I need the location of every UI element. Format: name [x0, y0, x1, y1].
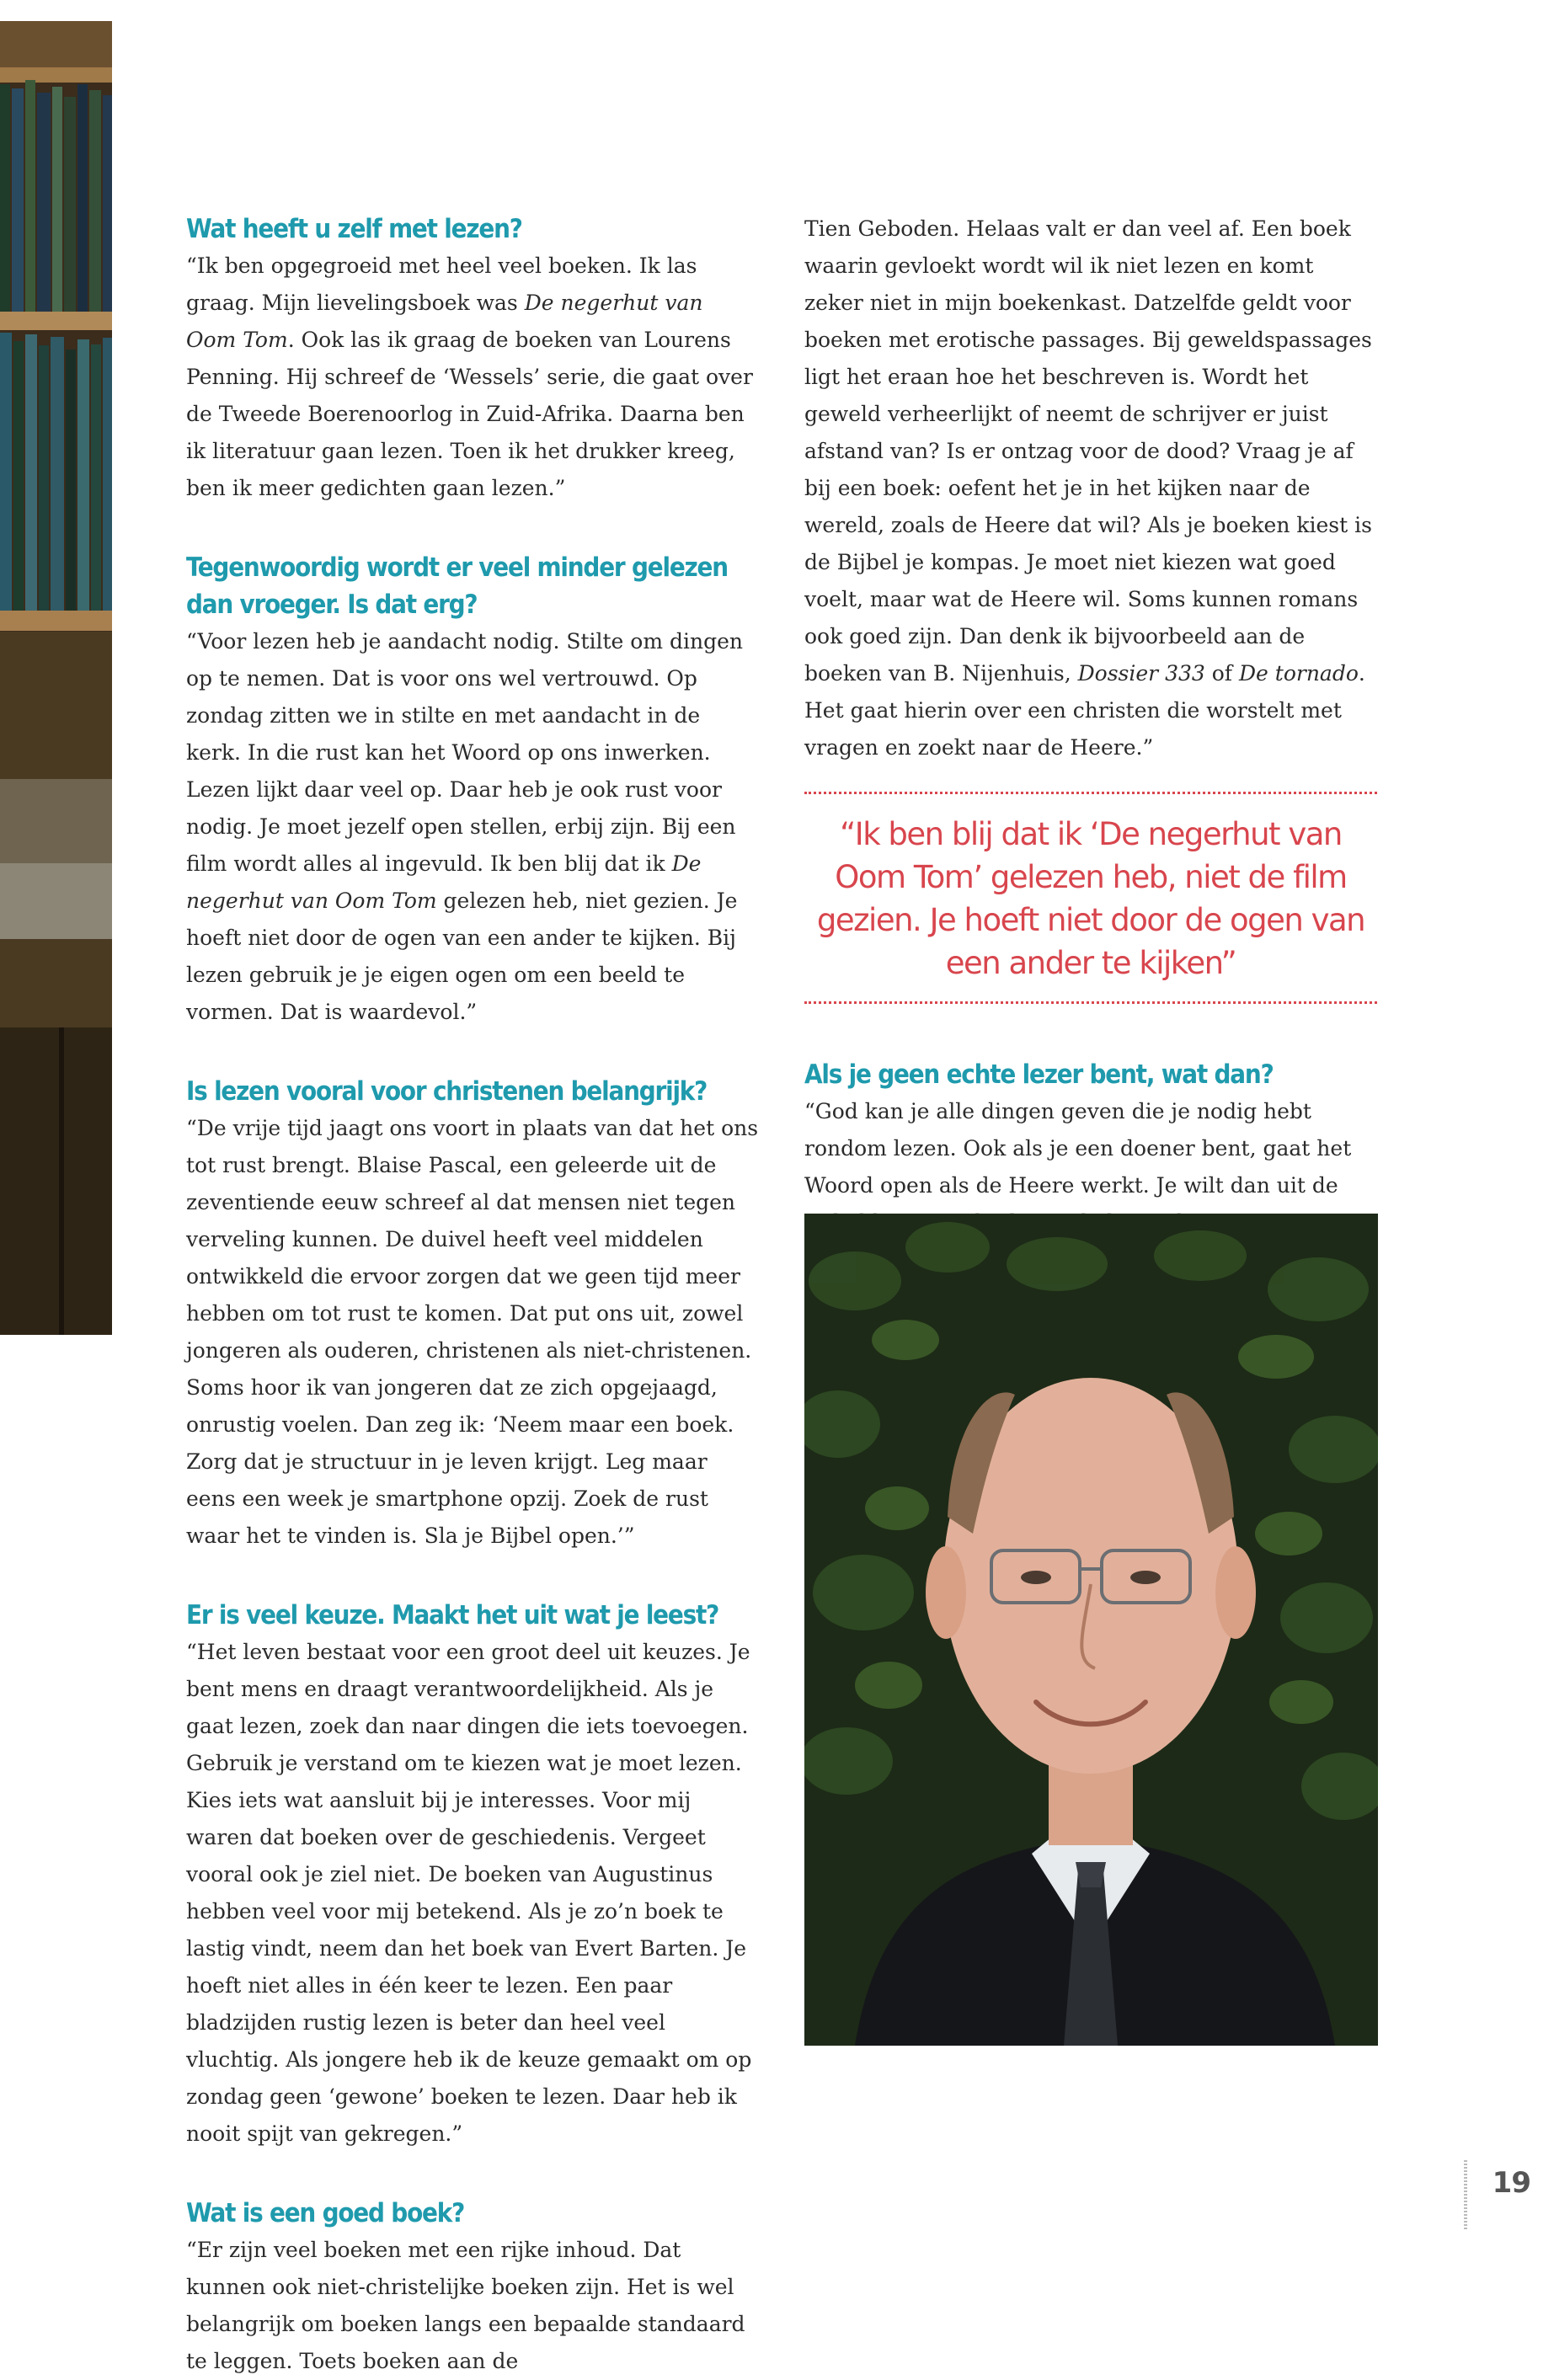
section-heading-own-reading: Wat heeft u zelf met lezen?	[186, 214, 522, 244]
page-number-divider	[1464, 2160, 1467, 2229]
pull-quote	[804, 792, 1377, 1004]
book-title: De negerhut van Oom Tom	[186, 291, 703, 352]
right-column	[804, 211, 1377, 1278]
paragraph-less-reading: “Voor lezen heb je aandacht nodig. Stilte om dingen op te nemen. Dat is voor ons wel vertrouwd. Op zondag zitten we in stilte en met aandacht in de kerk. In die rust kan het Woord op ons inwerken. Lezen lijkt daar veel op. Daar heb je ook rust voor nodig. Je moet jezelf open stellen, erbij zijn. Bij een film wordt alles al ingevuld. Ik ben blij dat ik De negerhut van Oom Tom gelezen heb, niet gezien. Je hoeft niet door de ogen van een ander te kijken. Bij lezen gebruik je je eigen ogen om een beeld te vormen. Dat is waardevol.”	[186, 629, 743, 1024]
book-title: De tornado	[1239, 661, 1359, 686]
book-title: De negerhut van Oom Tom	[186, 851, 702, 913]
section-heading-less-reading: Tegenwoordig wordt er veel minder gelezen dan vroeger. Is dat erg?	[186, 552, 728, 620]
paragraph-good-book: “Er zijn veel boeken met een rijke inhoud. Dat kunnen ook niet-christelijke boeken zijn. Het is wel belangrijk om boeken langs een bepaalde standaard te leggen. Toets boeken aan de	[186, 2238, 745, 2373]
bookshelf-photo	[0, 21, 112, 1335]
paragraph-not-a-reader: “God kan je alle dingen geven die je nodig hebt rondom lezen. Ook als je een doener bent, gaat het Woord open als de Heere werkt. Je wilt dan uit de	[804, 1099, 1352, 1198]
paragraph-own-reading: “Ik ben opgegroeid met heel veel boeken. Ik las graag. Mijn lievelingsboek was De negerhut van Oom Tom. Ook las ik graag de boeken van Lourens Penning. Hij schreef de ‘Wessels’ serie, die gaat over de Tweede Boerenoorlog in Zuid-Afrika. Daarna ben ik literatuur gaan lezen. Toen ik het drukker kreeg, ben ik meer gedichten gaan lezen.”	[186, 253, 753, 500]
section-heading-christians: Is lezen vooral voor christenen belangrijk?	[186, 1076, 708, 1107]
portrait-photo	[804, 1214, 1378, 2046]
page-number: 19	[1492, 2166, 1530, 2200]
section-heading-choice: Er is veel keuze. Maakt het uit wat je leest?	[186, 1600, 719, 1630]
paragraph-choice: “Het leven bestaat voor een groot deel uit keuzes. Je bent mens en draagt verantwoordelijkheid. Als je gaat lezen, zoek dan naar dingen die iets toevoegen. Gebruik je verstand om te kiezen wat je moet lezen. Kies iets wat aansluit bij je interesses. Voor mij waren dat boeken over de geschiedenis. Vergeet vooral ook je ziel niet. De boeken van Augustinus hebben veel voor mij betekend. Als je zo’n boek te lastig vindt, neem dan het boek van Evert Barten. Je hoeft niet alles in één keer te lezen. Een paar bladzijden rustig lezen is beter dan heel veel vluchtig. Als jongere heb ik de keuze gemaakt om op zondag geen ‘gewone’ boeken te lezen. Daar heb ik nooit spijt van gekregen.”	[186, 1640, 752, 2146]
book-title: Dossier 333	[1077, 661, 1205, 686]
section-heading-not-a-reader: Als je geen echte lezer bent, wat dan?	[804, 1059, 1274, 1090]
paragraph-christians: “De vrije tijd jaagt ons voort in plaats van dat het ons tot rust brengt. Blaise Pascal, een geleerde uit de zeventiende eeuw schreef al dat mensen niet tegen verveling kunnen. De duivel heeft veel middelen ontwikkeld die ervoor zorgen dat we geen tijd meer hebben om tot rust te komen. Dat put ons uit, zowel jongeren als ouderen, christenen als niet-christenen. Soms hoor ik van jongeren dat ze zich opgejaagd, onrustig voelen. Dan zeg ik: ‘Neem maar een boek. Zorg dat je structuur in je leven krijgt. Leg maar eens een week je smartphone opzij. Zoek de rust waar het te vinden is. Sla je Bijbel open.’”	[186, 1116, 759, 1548]
pull-quote-text: “Ik ben blij dat ik ‘De negerhut van Oom Tom’ gelezen heb, niet de film gezien. Je hoeft niet door de ogen van een ander te kijken”	[816, 816, 1365, 981]
section-heading-good-book: Wat is een goed boek?	[186, 2198, 465, 2228]
paragraph-continuation: Tien Geboden. Helaas valt er dan veel af. Een boek waarin gevloekt wordt wil ik niet lezen en komt zeker niet in mijn boekenkast. Datzelfde geldt voor boeken met erotische passages. Bij geweldspassages ligt het eraan hoe het beschreven is. Wordt het geweld verheerlijkt of neemt de schrijver er juist afstand van? Is er ontzag voor de dood? Vraag je af bij een boek: oefent het je in het kijken naar de wereld, zoals de Heere dat wil? Als je boeken kiest is de Bijbel je kompas. Je moet niet kiezen wat goed voelt, maar wat de Heere wil. Soms kunnen romans ook goed zijn. Dan denk ik bijvoorbeeld aan de boeken van B. Nijenhuis, Dossier 333 of De tornado. Het gaat hierin over een christen die worstelt met vragen en zoekt naar de Heere.”	[804, 216, 1372, 760]
left-column	[186, 211, 759, 2380]
